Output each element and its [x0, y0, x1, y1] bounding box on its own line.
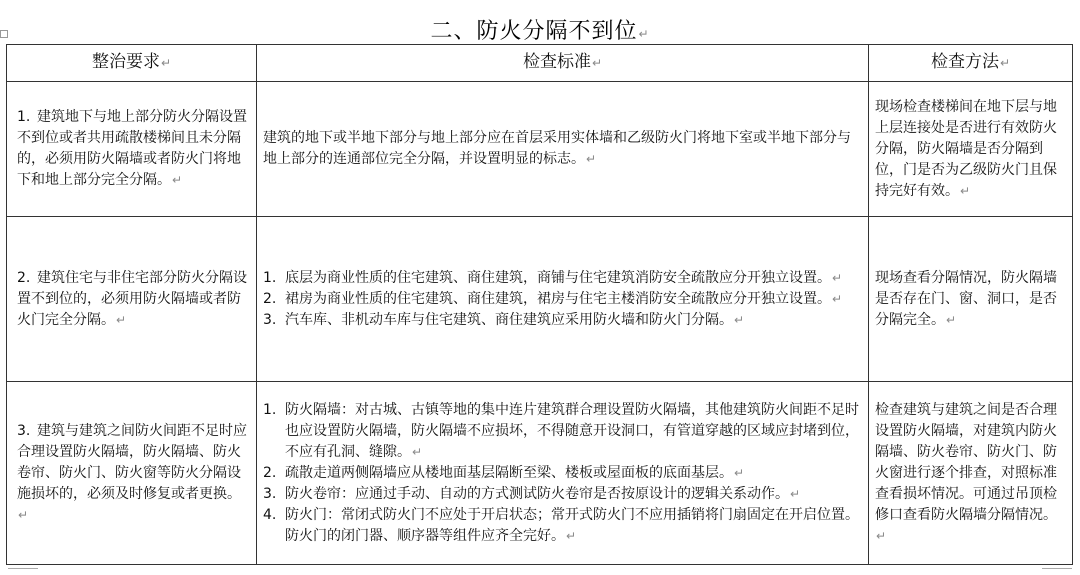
paragraph-mark-icon: ↵ — [960, 183, 971, 198]
standard-item — [263, 400, 862, 463]
standard-item — [263, 268, 862, 289]
paragraph-mark-icon: ↵ — [638, 27, 650, 41]
method-cell — [869, 82, 1073, 217]
table-row — [7, 382, 1073, 565]
paragraph-mark-icon: ↵ — [18, 507, 29, 522]
paragraph-mark-icon: ↵ — [832, 270, 843, 285]
requirement-text: 建筑地下与地上部分防火分隔设置不到位或者共用疏散楼梯间且未分隔的，必须用防火隔墙或者防火门将地下和地上部分完全分隔。 — [17, 109, 247, 188]
requirement-number: 3. — [17, 422, 31, 439]
paragraph-mark-icon: ↵ — [586, 152, 597, 166]
standard-item-text: 汽车库、非机动车库与住宅建筑、商住建筑应采用防火墙和防火门分隔。 — [285, 311, 733, 328]
standard-item-text: 防火卷帘：应通过手动、自动的方式测试防火卷帘是否按原设计的逻辑关系动作。 — [285, 485, 789, 502]
standard-item-text: 疏散走道两侧隔墙应从楼地面基层隔断至梁、楼板或屋面板的底面基层。 — [285, 464, 733, 481]
page-edge-mark — [8, 568, 38, 575]
method-cell — [869, 217, 1073, 382]
requirement-cell — [7, 82, 257, 217]
standard-cell — [257, 217, 869, 382]
standard-text: 建筑的地下或半地下部分与地上部分应在首层采用实体墙和乙级防火门将地下室或半地下部分与地上部分的连通部位完全分隔，并设置明显的标志。 — [263, 130, 851, 167]
standard-item-number: 4. — [263, 506, 277, 523]
standard-item-number: 2. — [263, 464, 277, 481]
header-method: 检查方法↵ — [869, 45, 1073, 82]
paragraph-mark-icon: ↵ — [734, 465, 745, 480]
requirement-number: 1. — [17, 109, 31, 125]
rectification-table — [6, 44, 1073, 565]
standard-item — [263, 289, 862, 310]
standard-list — [263, 400, 862, 547]
page-edge-marks — [0, 568, 1080, 575]
standard-list — [263, 268, 862, 331]
standard-item-text: 防火门：常闭式防火门不应处于开启状态；常开式防火门不应用插销将门扇固定在开启位置。防火门的闭门器、顺序器等组件应齐全完好。 — [285, 506, 859, 544]
paragraph-mark-icon: ↵ — [790, 486, 801, 501]
paragraph-mark-icon: ↵ — [566, 528, 577, 543]
standard-item-number: 2. — [263, 290, 277, 307]
method-text: 检查建筑与建筑之间是否合理设置防火隔墙，对建筑内防火隔墙、防火卷帘、防火门、防火窗进行逐个排查，对照标准查看损坏情况。可通过吊顶检修口查看防火隔墙分隔情况。 — [875, 401, 1057, 523]
standard-cell — [257, 82, 869, 217]
standard-item-number: 1. — [263, 269, 277, 286]
header-requirement: 整治要求↵ — [7, 45, 257, 82]
standard-item — [263, 310, 862, 331]
method-cell — [869, 382, 1073, 565]
standard-item-text: 防火隔墙：对古城、古镇等地的集中连片建筑群合理设置防火隔墙，其他建筑防火间距不足时也应设置防火隔墙，防火隔墙不应损坏，不得随意开设洞口，有管道穿越的区域应封堵到位，不应有孔洞、缝隙。 — [285, 401, 859, 460]
standard-item — [263, 463, 862, 484]
paragraph-mark-icon: ↵ — [116, 312, 127, 327]
header-standard: 检查标准↵ — [257, 45, 869, 82]
standard-item — [263, 505, 862, 547]
requirement-cell — [7, 217, 257, 382]
requirement-cell — [7, 382, 257, 565]
table-header-row — [7, 45, 1073, 82]
table-row — [7, 82, 1073, 217]
paragraph-mark-icon: ↵ — [876, 528, 887, 543]
table-row — [7, 217, 1073, 382]
standard-cell — [257, 382, 869, 565]
standard-item — [263, 484, 862, 505]
method-text: 现场检查楼梯间在地下层与地上层连接处是否进行有效防火分隔，防火隔墙是否分隔到位，门是否为乙级防火门且保持完好有效。 — [875, 98, 1057, 199]
requirement-text: 建筑住宅与非住宅部分防火分隔设置不到位的，必须用防火隔墙或者防火门完全分隔。 — [17, 269, 247, 328]
page-edge-mark — [1042, 568, 1072, 575]
paragraph-mark-icon: ↵ — [734, 312, 745, 327]
standard-item-text: 底层为商业性质的住宅建筑、商住建筑，商铺与住宅建筑消防安全疏散应分开独立设置。 — [285, 269, 831, 286]
paragraph-mark-icon: ↵ — [412, 444, 423, 459]
standard-item-number: 1. — [263, 401, 277, 418]
standard-item-number: 3. — [263, 311, 277, 328]
paragraph-mark-icon: ↵ — [946, 312, 957, 327]
standard-item-number: 3. — [263, 485, 277, 502]
requirement-text: 建筑与建筑之间防火间距不足时应合理设置防火隔墙，防火隔墙、防火卷帘、防火门、防火窗等防火分隔设施损坏的，必须及时修复或者更换。 — [17, 422, 247, 502]
paragraph-mark-icon: ↵ — [172, 173, 183, 187]
method-text: 现场查看分隔情况，防火隔墙是否存在门、窗、洞口，是否分隔完全。 — [875, 269, 1057, 328]
standard-item-text: 裙房为商业性质的住宅建筑、商住建筑，裙房与住宅主楼消防安全疏散应分开独立设置。 — [285, 290, 831, 307]
paragraph-mark-icon: ↵ — [832, 291, 843, 306]
page-title: 二、防火分隔不到位↵ — [430, 19, 650, 44]
requirement-number: 2. — [17, 269, 31, 286]
